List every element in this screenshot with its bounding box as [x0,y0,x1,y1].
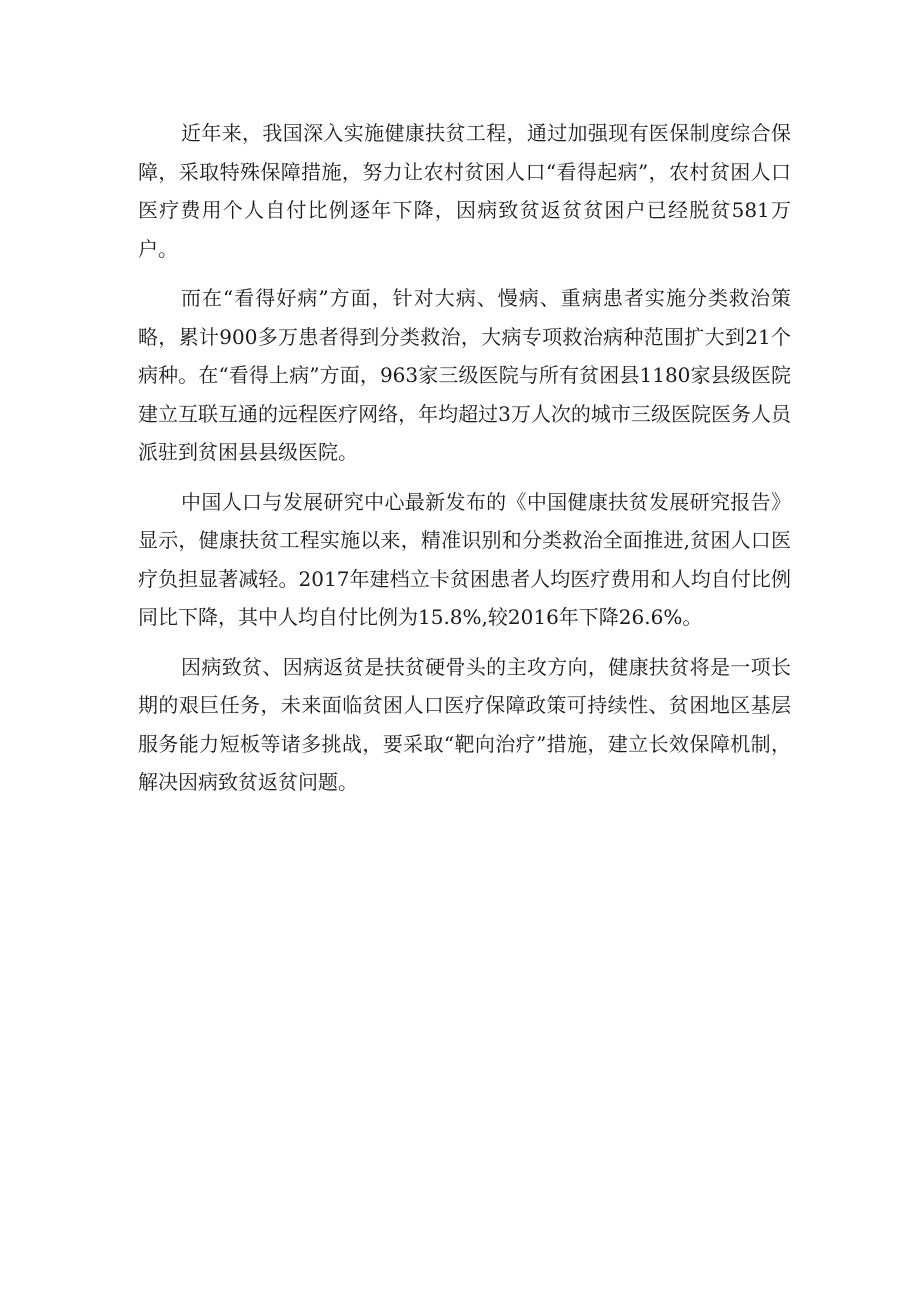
paragraph-1: 近年来，我国深入实施健康扶贫工程，通过加强现有医保制度综合保障，采取特殊保障措施，努力让农村贫困人口“看得起病”，农村贫困人口医疗费用个人自付比例逐年下降，因病致贫返贫贫困户已经脱贫581万户。 [138,121,791,261]
paragraph-2: 而在“看得好病”方面，针对大病、慢病、重病患者实施分类救治策略，累计900多万患者得到分类救治，大病专项救治病种范围扩大到21个病种。在“看得上病”方面，963家三级医院与所有贫困县1180家县级医院建立互联互通的远程医疗网络，年均超过3万人次的城市三级医院医务人员派驻到贫困县县级医院。 [138,286,791,464]
paragraph-3: 中国人口与发展研究中心最新发布的《中国健康扶贫发展研究报告》显示，健康扶贫工程实施以来，精准识别和分类救治全面推进,贫困人口医疗负担显著减轻。2017年建档立卡贫困患者人均医疗费用和人均自付比例同比下降，其中人均自付比例为15.8%,较2016年下降26.6%。 [138,489,791,629]
paragraph-4: 因病致贫、因病返贫是扶贫硬骨头的主攻方向，健康扶贫将是一项长期的艰巨任务，未来面临贫困人口医疗保障政策可持续性、贫困地区基层服务能力短板等诸多挑战，要采取“靶向治疗”措施，建立长效保障机制，解决因病致贫返贫问题。 [138,654,791,794]
document-body [138,114,791,813]
